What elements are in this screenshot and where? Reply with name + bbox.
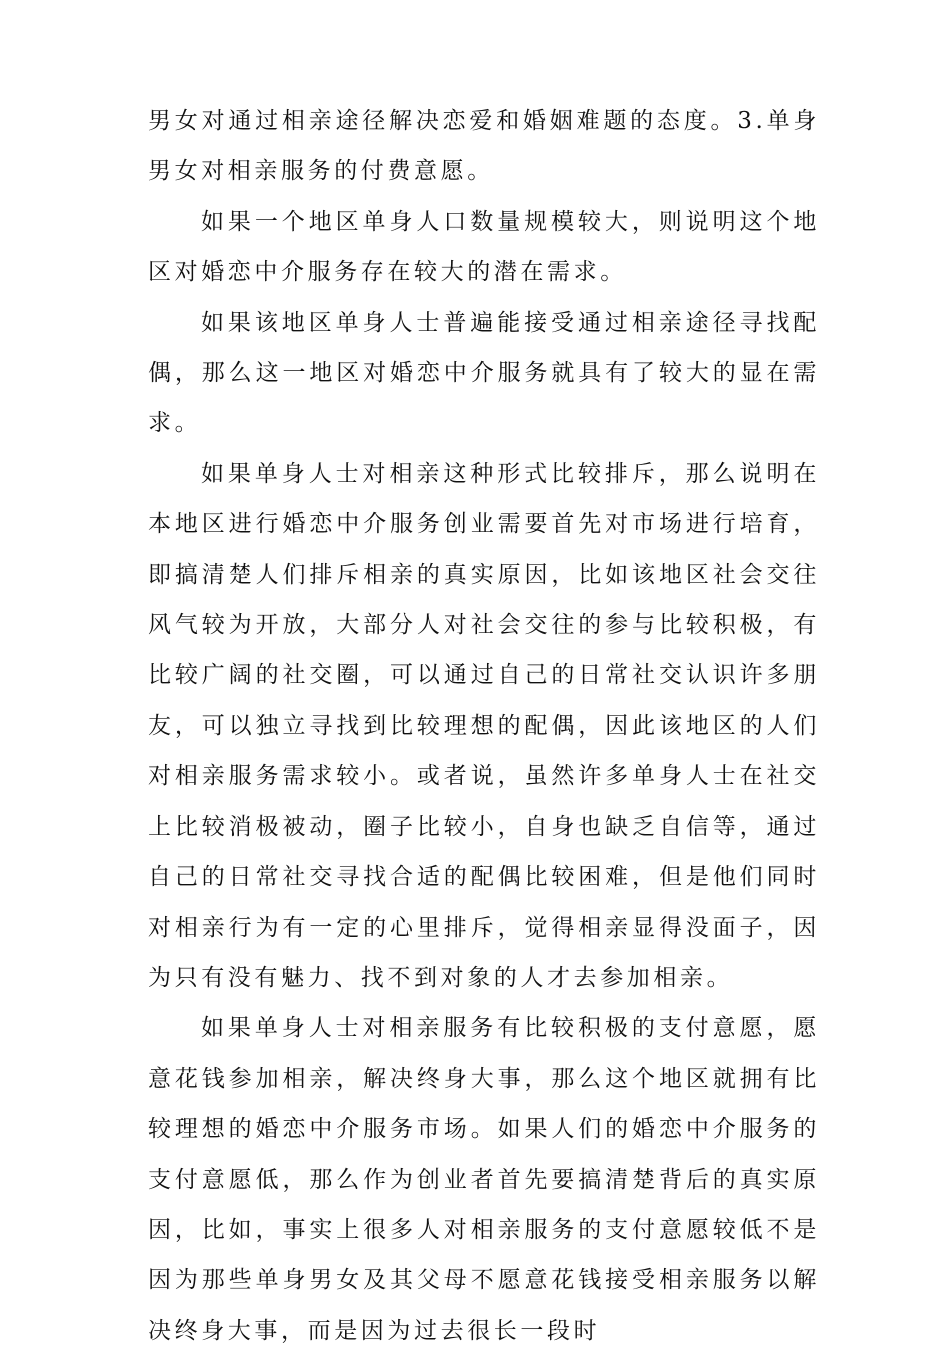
paragraph-explicit-demand: 如果该地区单身人士普遍能接受通过相亲途径寻找配偶，那么这一地区对婚恋中介服务就具有了较大的显在需求。 [148, 309, 820, 437]
document-body [148, 96, 820, 1356]
paragraph-latent-demand: 如果一个地区单身人口数量规模较大，则说明这个地区对婚恋中介服务存在较大的潜在需求。 [148, 208, 820, 286]
paragraph-market-cultivation: 如果单身人士对相亲这种形式比较排斥，那么说明在本地区进行婚恋中介服务创业需要首先对市场进行培育，即搞清楚人们排斥相亲的真实原因，比如该地区社会交往风气较为开放，大部分人对社会交往的参与比较积极，有比较广阔的社交圈，可以通过自己的日常社交认识许多朋友，可以独立寻找到比较理想的配偶，因此该地区的人们对相亲服务需求较小。或者说，虽然许多单身人士在社交上比较消极被动，圈子比较小，自身也缺乏自信等，通过自己的日常社交寻找合适的配偶比较困难，但是他们同时对相亲行为有一定的心里排斥，觉得相亲显得没面子，因为只有没有魅力、找不到对象的人才去参加相亲。 [148, 460, 820, 991]
paragraph-payment-willingness: 如果单身人士对相亲服务有比较积极的支付意愿，愿意花钱参加相亲，解决终身大事，那么这个地区就拥有比较理想的婚恋中介服务市场。如果人们的婚恋中介服务的支付意愿低，那么作为创业者首先要搞清楚背后的真实原因，比如，事实上很多人对相亲服务的支付意愿较低不是因为那些单身男女及其父母不愿意花钱接受相亲服务以解决终身大事，而是因为过去很长一段时 [148, 1015, 820, 1344]
paragraph-continuation: 男女对通过相亲途径解决恋爱和婚姻难题的态度。3.单身男女对相亲服务的付费意愿。 [148, 108, 820, 185]
